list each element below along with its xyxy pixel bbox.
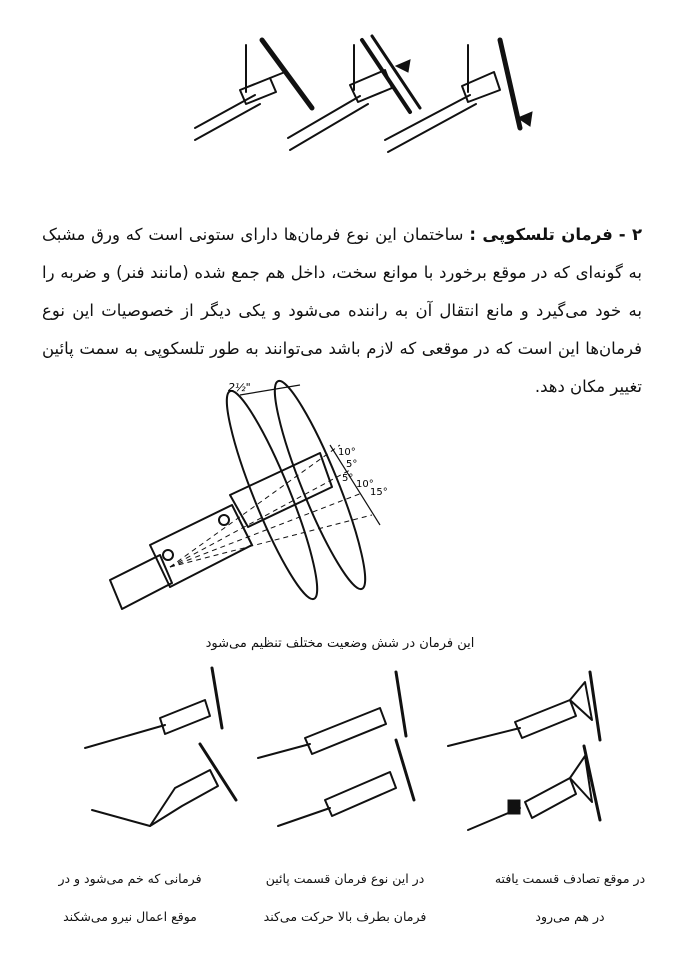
angle-label-1: 10°	[338, 447, 356, 458]
angle-label-4: 10°	[356, 479, 374, 490]
section-number: ۲ -	[618, 225, 643, 244]
caption-left	[30, 860, 230, 936]
caption-right-line-1: در موقع تصادف قسمت یافته	[494, 871, 646, 886]
bottom-figures	[0, 660, 684, 860]
angle-label-3: 5°	[342, 473, 354, 484]
telescopic-caption: این فرمان در شش وضعیت مختلف تنظیم می‌شود	[205, 636, 475, 651]
sketch-lower-normal	[258, 672, 406, 758]
sketch-bending-normal	[85, 668, 222, 748]
dimension-label: 2½"	[228, 381, 251, 394]
caption-right	[470, 860, 670, 936]
section-heading: فرمان تلسکوپی :	[469, 225, 613, 244]
angle-label-2: 5°	[346, 459, 358, 470]
sketch-bending-collapsed	[92, 744, 236, 826]
caption-right-line-2: در هم می‌رود	[535, 909, 605, 924]
section-body: ساختمان این نوع فرمان‌ها دارای ستونی است که ورق مشبک به گونه‌ای که در موقع برخورد با موانع سخت، داخل هم جمع شده (مانند فنر) و ضربه را به خود می‌گیرد و مانع انتقال آن به راننده می‌شود و یکی دیگر از خصوصیات این نوع فرمان‌ها این است که در موقعی که لازم باشد می‌توانند به طور تلسکوپی به سمت پائین تغییر مکان دهد.	[42, 225, 642, 396]
telescopic-figure	[0, 375, 684, 625]
column-sketch-collapsed	[385, 40, 532, 152]
angle-label-5: 15°	[370, 487, 388, 498]
top-column-figure	[0, 0, 684, 190]
sketch-mesh-collapsed	[468, 746, 600, 830]
caption-left-line-2: موقع اعمال نیرو می‌شکند	[63, 909, 197, 924]
sketch-mesh-normal	[448, 672, 600, 746]
column-sketch-normal	[195, 40, 312, 140]
caption-middle	[240, 860, 450, 936]
caption-middle-line-2: فرمان بطرف بالا حرکت می‌کند	[263, 909, 427, 924]
sketch-lower-collapsed	[278, 740, 414, 826]
caption-middle-line-1: در این نوع فرمان قسمت پائین	[265, 871, 425, 886]
caption-left-line-1: فرمانی که خم می‌شود و در	[58, 871, 202, 886]
